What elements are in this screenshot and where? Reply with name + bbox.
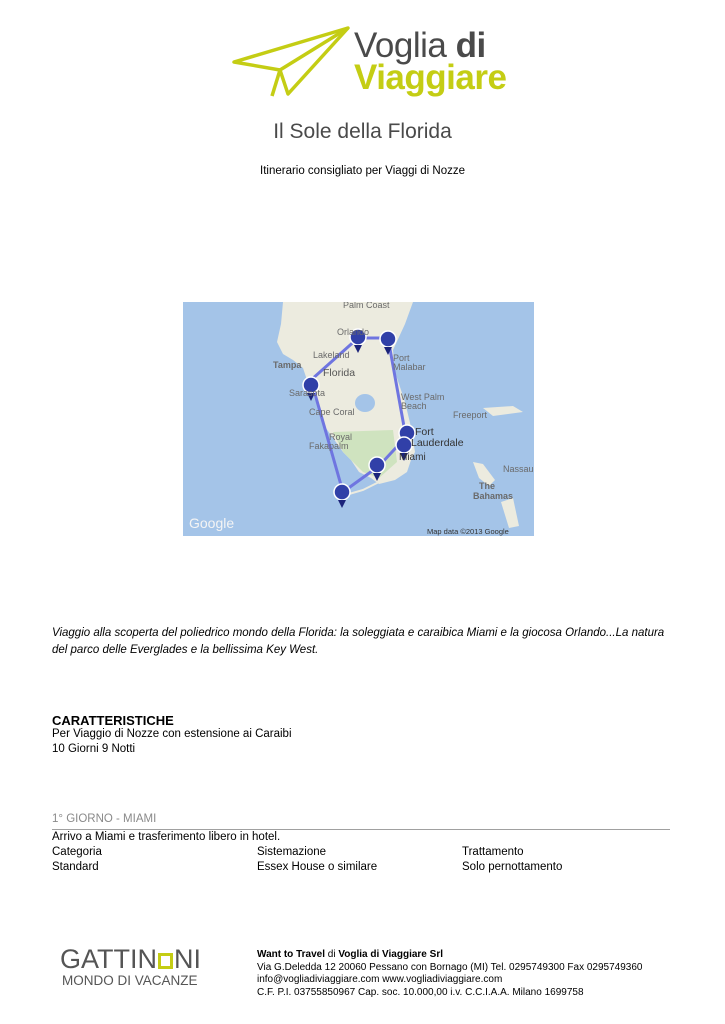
lake-okeechobee	[355, 394, 375, 412]
map-label-fakapalm: Fakapalm	[309, 441, 349, 451]
map-label-port: Port	[393, 353, 410, 363]
paper-plane-icon	[232, 22, 352, 100]
map-label-west-palm: West Palm	[401, 392, 445, 402]
footer-company-line: Want to Travel di Voglia di Viaggiare Srl	[257, 949, 443, 960]
voglia-di-viaggiare-logo	[232, 22, 507, 100]
map-label-nassau: Nassau	[503, 464, 534, 474]
gattinoni-wordmark: GATTIN NI	[60, 944, 201, 974]
map-copyright: Map data ©2013 Google	[427, 527, 509, 536]
map-label-sarasota: Sarasota	[289, 388, 326, 398]
gattinoni-tagline: MONDO DI VACANZE	[62, 973, 198, 988]
map-label-royal: Royal	[329, 432, 353, 442]
map-label-bahamas: Bahamas	[473, 491, 514, 501]
day1-divider	[52, 829, 670, 830]
map-label-miami: Miami	[399, 452, 426, 463]
map-label-palm-coast: Palm Coast	[343, 302, 390, 310]
page-subtitle: Itinerario consigliato per Viaggi di Nozze	[260, 165, 465, 177]
map-label-fort: Fort	[415, 426, 434, 438]
logo-text-line1: Voglia di	[354, 26, 486, 65]
map-label-lauderdale: Lauderdale	[411, 437, 464, 449]
table-value-treatment: Solo pernottamento	[462, 861, 563, 873]
features-heading: CARATTERISTICHE	[52, 713, 174, 728]
map-label-beach: Beach	[401, 401, 427, 411]
google-logo: Google	[189, 515, 235, 531]
feature-line-1: Per Viaggio di Nozze con estensione ai Caraibi	[52, 728, 292, 740]
day1-title: 1° GIORNO - MIAMI	[52, 813, 157, 825]
map-label-cape-coral: Cape Coral	[309, 407, 355, 417]
map-label-the: The	[479, 481, 496, 491]
itinerary-map	[183, 302, 534, 536]
table-header-accommodation: Sistemazione	[257, 846, 327, 858]
map-label-lakeland: Lakeland	[313, 350, 350, 360]
day1-description: Arrivo a Miami e trasferimento libero in hotel.	[52, 831, 281, 843]
logo-text-line2: Viaggiare	[354, 58, 507, 97]
feature-line-2: 10 Giorni 9 Notti	[52, 743, 136, 755]
footer-address: Via G.Deledda 12 20060 Pessano con Bornago (MI) Tel. 0295749300 Fax 0295749360	[257, 961, 643, 973]
map-label-freeport: Freeport	[453, 410, 488, 420]
page-title: Il Sole della Florida	[273, 120, 452, 143]
intro-paragraph: Viaggio alla scoperta del poliedrico mondo della Florida: la soleggiata e caraibica Miami e la giocosa Orlando...La natura del parco delle Everglades e la bellissima Key West.	[52, 627, 665, 656]
table-value-category: Standard	[52, 861, 99, 873]
gattinoni-square-icon	[158, 953, 173, 969]
map-label-florida: Florida	[323, 367, 356, 379]
footer-contacts: info@vogliadiviaggiare.com www.vogliadiviaggiare.com	[257, 974, 503, 985]
gattinoni-logo	[60, 944, 210, 994]
company-footer	[257, 949, 642, 999]
table-value-accommodation: Essex House o similare	[257, 861, 378, 873]
table-header-treatment: Trattamento	[462, 846, 524, 858]
map-label-orlando: Orlando	[337, 327, 370, 337]
map-label-malabar: Malabar	[393, 362, 426, 372]
map-label-tampa: Tampa	[273, 360, 302, 370]
table-header-category: Categoria	[52, 846, 102, 858]
footer-legal: C.F. P.I. 03755850967 Cap. soc. 10.000,00 i.v. C.C.I.A.A. Milano 1699758	[257, 986, 584, 998]
